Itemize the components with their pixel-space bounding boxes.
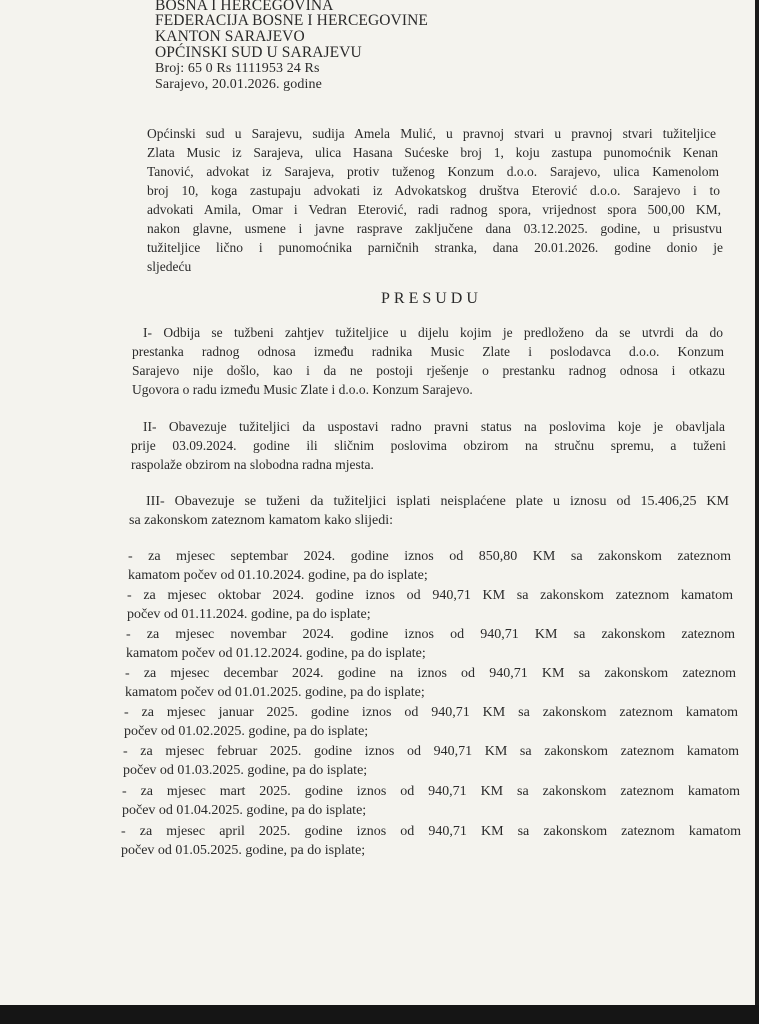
verdict-title: PRESUDU xyxy=(381,290,482,307)
payment-line: kamatom počev od 01.12.2024. godine, pa do isplate; xyxy=(126,646,426,661)
point-3-line: sa zakonskom zateznom kamatom kako slijedi: xyxy=(129,513,393,528)
point-2-line: raspolaže obzirom na slobodna radna mjesta. xyxy=(131,457,374,472)
point-2-line: prije 03.09.2024. godine ili sličnim poslovima obzirom na stručnu spremu, a tuženi xyxy=(131,438,726,453)
intro-line: nakon glavne, usmene i javne rasprave zaključene dana 03.12.2025. godine, u prisustvu xyxy=(147,221,722,236)
intro-line: Zlata Music iz Sarajeva, ulica Hasana Sućeske broj 1, koju zastupa punomoćnik Kenan xyxy=(147,145,718,160)
payment-line: - za mjesec januar 2025. godine iznos od 940,71 KM sa zakonskom zateznom kamatom xyxy=(124,705,738,720)
payment-line: - za mjesec novembar 2024. godine iznos od 940,71 KM sa zakonskom zateznom xyxy=(126,627,735,642)
header-federation: FEDERACIJA BOSNE I HERCEGOVINE xyxy=(155,12,428,29)
payment-line: - za mjesec mart 2025. godine iznos od 940,71 KM sa zakonskom zateznom kamatom xyxy=(122,784,740,799)
payment-line: - za mjesec septembar 2024. godine iznos od 850,80 KM sa zakonskom zateznom xyxy=(128,549,731,564)
point-2-line: II- Obavezuje tužiteljici da uspostavi radno pravni status na poslovima koje je obavljala xyxy=(143,419,725,434)
place-date: Sarajevo, 20.01.2026. godine xyxy=(155,77,322,92)
payment-line: počev od 01.05.2025. godine, pa do isplate; xyxy=(121,843,366,858)
payment-line: počev od 01.11.2024. godine, pa do isplate; xyxy=(127,607,371,622)
payment-line: - za mjesec april 2025. godine iznos od 940,71 KM sa zakonskom zateznom kamatom xyxy=(121,824,741,839)
payment-line: kamatom počev od 01.10.2024. godine, pa do isplate; xyxy=(128,568,428,583)
intro-line: Općinski sud u Sarajevu, sudija Amela Mulić, u pravnoj stvari u pravnoj stvari tužiteljice xyxy=(147,126,716,141)
point-1-line: I- Odbija se tužbeni zahtjev tužiteljice u dijelu kojim je predloženo da se utvrdi da do xyxy=(143,325,723,340)
intro-line: sljedeću xyxy=(147,259,192,274)
payment-line: - za mjesec decembar 2024. godine na iznos od 940,71 KM sa zakonskom zateznom xyxy=(125,666,736,681)
intro-line: advokati Amila, Omar i Vedran Eterović, radi radnog spora, vrijednost spora 500,00 KM, xyxy=(147,202,721,217)
header-country: BOSNA I HERCEGOVINA xyxy=(155,0,334,14)
point-1-line: Ugovora o radu između Music Zlate i d.o.o. Konzum Sarajevo. xyxy=(132,382,473,397)
case-number: Broj: 65 0 Rs 1111953 24 Rs xyxy=(155,61,320,76)
intro-line: Tanović, advokat iz Sarajeva, protiv tuženog Konzum d.o.o. Sarajevo, ulica Kamenolom xyxy=(147,164,719,179)
payment-line: - za mjesec oktobar 2024. godine iznos od 940,71 KM sa zakonskom zateznom kamatom xyxy=(127,588,733,603)
point-1-line: prestanka radnog odnosa između radnika Music Zlate i poslodavca d.o.o. Konzum xyxy=(132,344,724,359)
payment-line: - za mjesec februar 2025. godine iznos od 940,71 KM sa zakonskom zateznom kamatom xyxy=(123,744,739,759)
intro-line: broj 10, koga zastupaju advokati iz Advokatskog društva Eterović d.o.o. Sarajevo i to xyxy=(147,183,720,198)
header-canton: KANTON SARAJEVO xyxy=(155,28,305,45)
point-3-line: III- Obavezuje se tuženi da tužiteljici isplati neisplaćene plate u iznosu od 15.406,25 KM xyxy=(146,494,729,509)
background-strip xyxy=(0,1005,759,1024)
payment-line: počev od 01.02.2025. godine, pa do isplate; xyxy=(124,724,369,739)
header-court: OPĆINSKI SUD U SARAJEVU xyxy=(155,44,362,61)
point-1-line: Sarajevo nije došlo, kao i da ne postoji rješenje o prestanku radnog odnosa i otkazu xyxy=(132,363,725,378)
payment-line: kamatom počev od 01.01.2025. godine, pa do isplate; xyxy=(125,685,425,700)
payment-line: počev od 01.04.2025. godine, pa do isplate; xyxy=(122,803,367,818)
intro-line: tužiteljice lično i punomoćnika parničnih stranka, dana 20.01.2026. godine donio je xyxy=(147,240,723,255)
payment-line: počev od 01.03.2025. godine, pa do isplate; xyxy=(123,763,368,778)
